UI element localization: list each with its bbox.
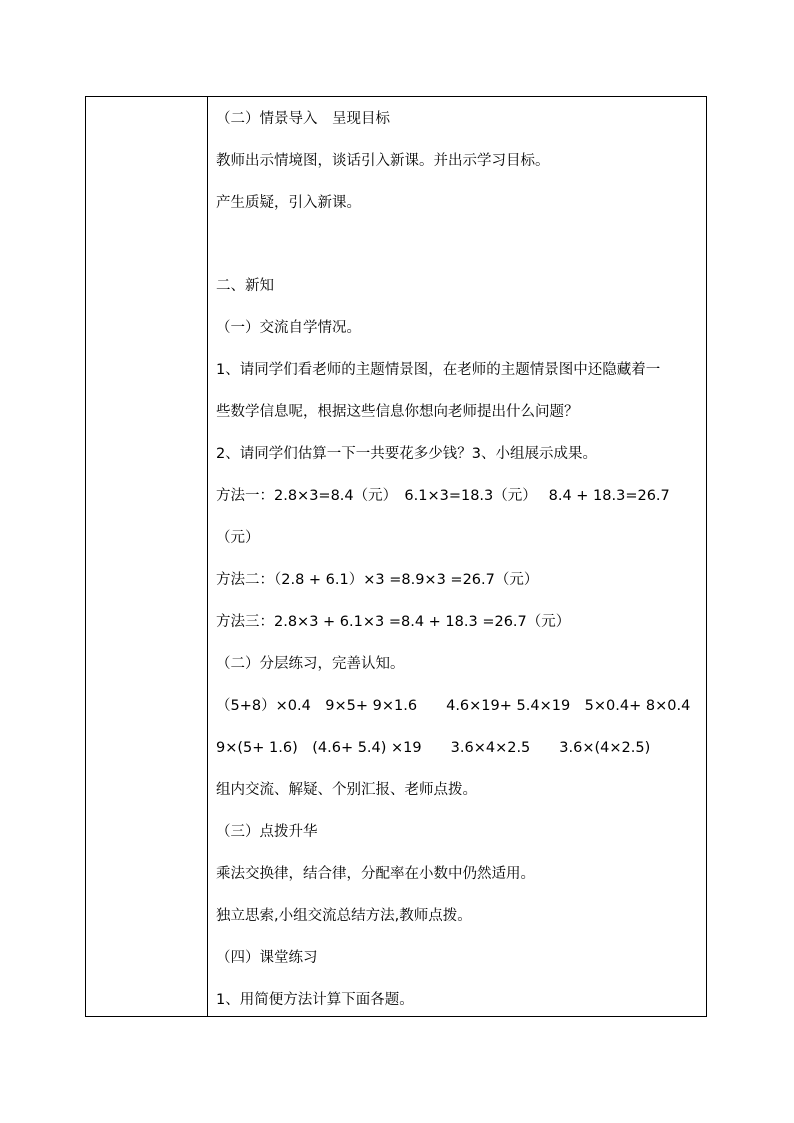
method-one: 方法一：2.8×3=8.4（元） 6.1×3=18.3（元） 8.4 + 18.3=26.7 [216, 488, 670, 504]
text-line: 2、请同学们估算一下一共要花多少钱？3、小组展示成果。 [216, 446, 597, 462]
method-two: 方法二：（2.8 + 6.1）×3 =8.9×3 =26.7（元） [216, 572, 539, 588]
text-line: 独立思索,小组交流总结方法,教师点拨。 [216, 908, 472, 924]
exercise-row: 9×(5+ 1.6) (4.6+ 5.4) ×19 3.6×4×2.5 3.6×(4×2.5) [216, 740, 651, 756]
text-line: 产生质疑，引入新课。 [216, 195, 361, 211]
text-line: 些数学信息呢，根据这些信息你想向老师提出什么问题？ [216, 404, 579, 420]
method-three: 方法三：2.8×3 + 6.1×3 =8.4 + 18.3 =26.7（元） [216, 614, 571, 630]
text-line: 1、用简便方法计算下面各题。 [216, 992, 414, 1008]
lesson-plan-table [85, 96, 707, 1017]
text-line: 1、请同学们看老师的主题情景图，在老师的主题情景图中还隐藏着一 [216, 362, 661, 378]
subsection-heading: （一）交流自学情况。 [216, 320, 361, 336]
section-heading-new-knowledge: 二、新知 [216, 278, 274, 294]
text-line: 教师出示情境图，谈话引入新课。并出示学习目标。 [216, 153, 550, 169]
section-heading-situation: （二）情景导入 呈现目标 [216, 111, 390, 127]
text-line: 乘法交换律，结合律，分配率在小数中仍然适用。 [216, 866, 535, 882]
exercise-row: （5+8）×0.4 9×5+ 9×1.6 4.6×19+ 5.4×19 5×0.4+ 8×0.4 [216, 698, 691, 714]
subsection-heading: （二）分层练习，完善认知。 [216, 656, 405, 672]
subsection-heading: （三）点拨升华 [216, 824, 318, 840]
subsection-heading: （四）课堂练习 [216, 950, 318, 966]
content-cell [208, 97, 706, 1016]
text-line: 组内交流、解疑、个别汇报、老师点拨。 [216, 782, 477, 798]
text-line: （元） [216, 530, 260, 546]
